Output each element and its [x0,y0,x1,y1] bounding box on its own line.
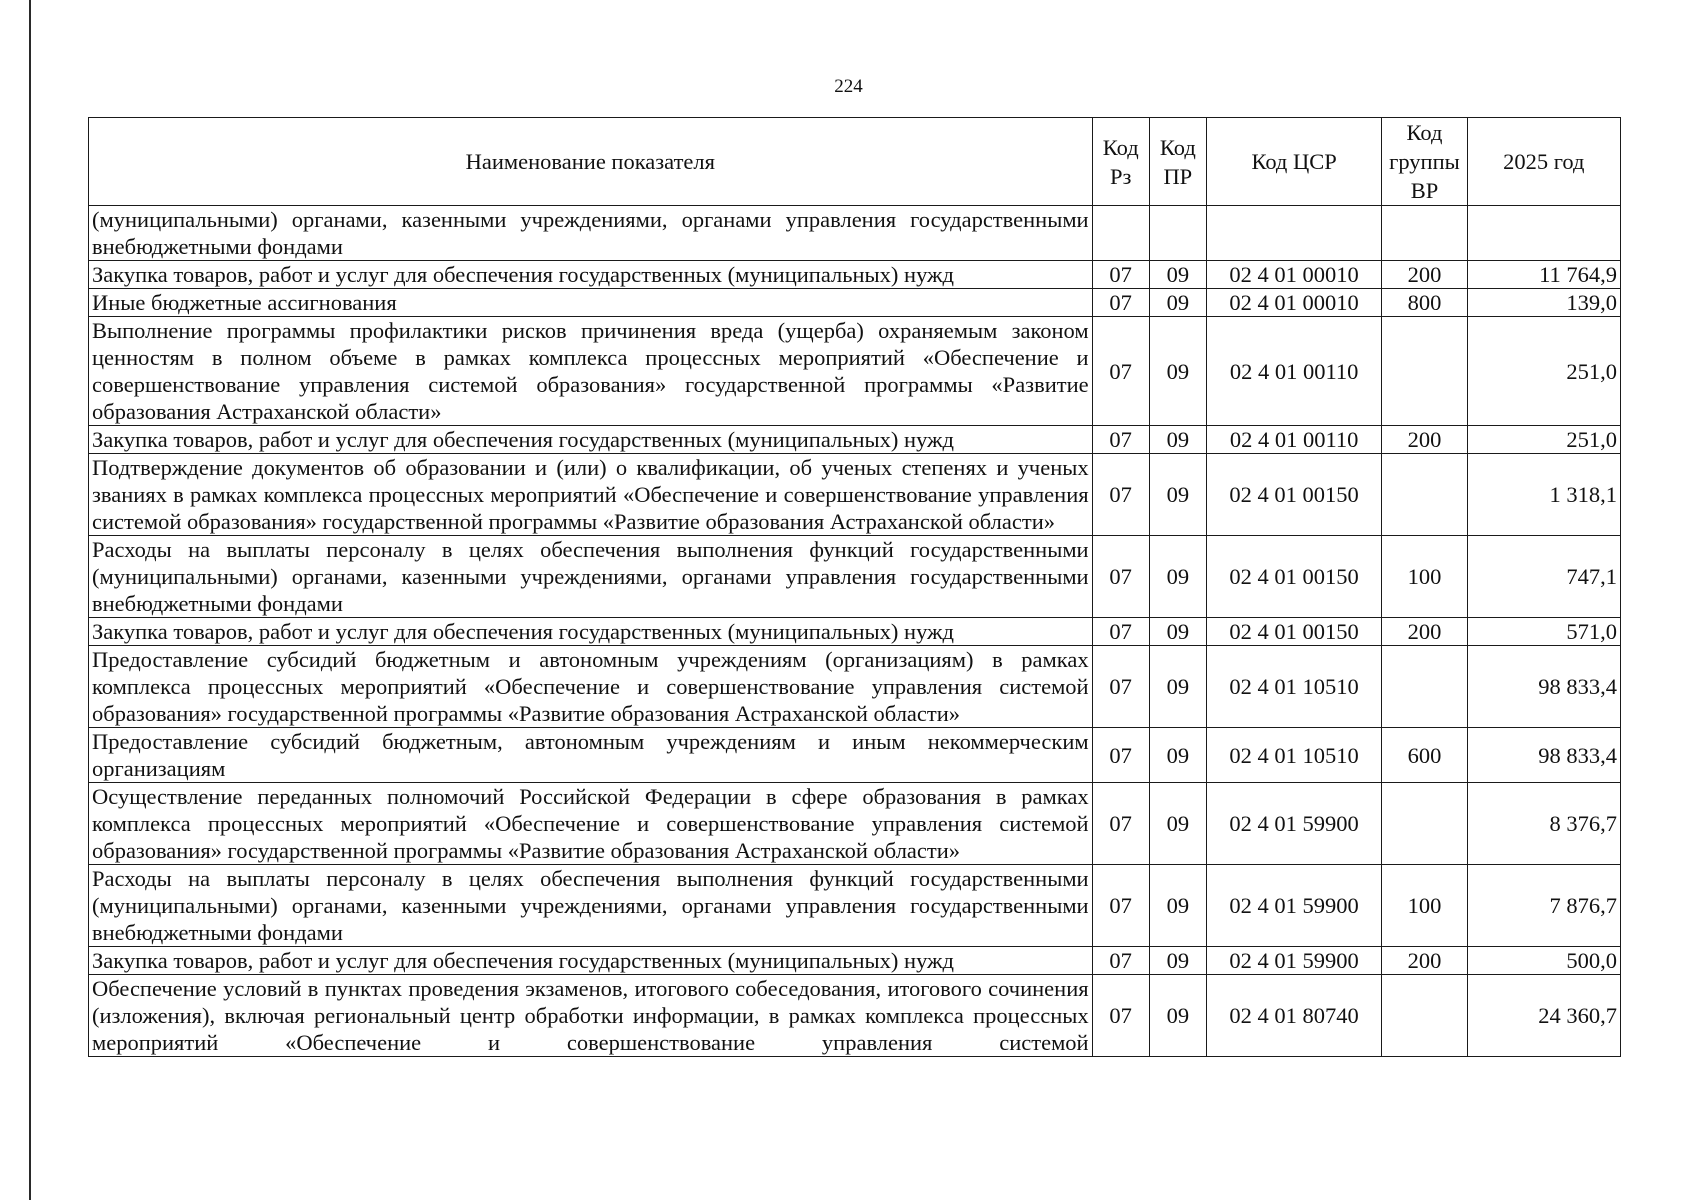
row-csr: 02 4 01 10510 [1206,728,1381,783]
row-pr: 09 [1149,947,1206,975]
table-header [89,118,1621,206]
row-vr: 200 [1382,261,1467,289]
row-vr [1382,317,1467,426]
row-name: Закупка товаров, работ и услуг для обеспечения государственных (муниципальных) нужд [89,426,1093,454]
row-vr: 200 [1382,947,1467,975]
table-row [89,618,1621,646]
row-pr: 09 [1149,865,1206,947]
row-csr: 02 4 01 59900 [1206,865,1381,947]
row-pr: 09 [1149,536,1206,618]
row-pr: 09 [1149,975,1206,1057]
header-pr: Код ПР [1149,118,1206,206]
row-csr: 02 4 01 00010 [1206,289,1381,317]
row-amount: 8 376,7 [1467,783,1620,865]
row-pr: 09 [1149,454,1206,536]
row-name: Расходы на выплаты персоналу в целях обеспечения выполнения функций государственными (муниципальными) органами, казенными учреждениями, органами управления государственными внебюджетными фондами [89,865,1093,947]
row-csr: 02 4 01 00110 [1206,317,1381,426]
row-amount: 7 876,7 [1467,865,1620,947]
row-rz: 07 [1092,317,1149,426]
row-rz: 07 [1092,783,1149,865]
table-row [89,947,1621,975]
row-pr: 09 [1149,618,1206,646]
row-pr: 09 [1149,728,1206,783]
table-row [89,261,1621,289]
row-rz: 07 [1092,865,1149,947]
page-number: 224 [834,76,863,97]
row-amount: 24 360,7 [1467,975,1620,1057]
table-row [89,728,1621,783]
row-vr: 200 [1382,426,1467,454]
row-name: Закупка товаров, работ и услуг для обеспечения государственных (муниципальных) нужд [89,618,1093,646]
row-amount [1467,206,1620,261]
header-row [89,118,1621,206]
row-name: Закупка товаров, работ и услуг для обеспечения государственных (муниципальных) нужд [89,947,1093,975]
row-name: Осуществление переданных полномочий Российской Федерации в сфере образования в рамках комплекса процессных мероприятий «Обеспечение и совершенствование управления системой образования» государственной программы «Развитие образования Астраханской области» [89,783,1093,865]
header-csr: Код ЦСР [1206,118,1381,206]
row-rz: 07 [1092,261,1149,289]
row-amount: 11 764,9 [1467,261,1620,289]
row-csr: 02 4 01 00010 [1206,261,1381,289]
row-vr [1382,975,1467,1057]
table-row [89,646,1621,728]
row-csr: 02 4 01 10510 [1206,646,1381,728]
row-csr [1206,206,1381,261]
header-rz: Код Рз [1092,118,1149,206]
row-csr: 02 4 01 00150 [1206,536,1381,618]
row-name: Расходы на выплаты персоналу в целях обеспечения выполнения функций государственными (муниципальными) органами, казенными учреждениями, органами управления государственными внебюджетными фондами [89,536,1093,618]
row-rz: 07 [1092,536,1149,618]
row-name: (муниципальными) органами, казенными учреждениями, органами управления государственными внебюджетными фондами [89,206,1093,261]
row-vr: 800 [1382,289,1467,317]
row-amount: 139,0 [1467,289,1620,317]
table-row [89,865,1621,947]
table-body [89,206,1621,1057]
row-amount: 98 833,4 [1467,646,1620,728]
row-amount: 251,0 [1467,426,1620,454]
table-row [89,426,1621,454]
row-name: Предоставление субсидий бюджетным, автономным учреждениям и иным некоммерческим организациям [89,728,1093,783]
row-name: Закупка товаров, работ и услуг для обеспечения государственных (муниципальных) нужд [89,261,1093,289]
row-rz: 07 [1092,947,1149,975]
header-vr: Код группы ВР [1382,118,1467,206]
row-rz: 07 [1092,454,1149,536]
row-rz: 07 [1092,618,1149,646]
row-name: Выполнение программы профилактики рисков причинения вреда (ущерба) охраняемым законом ценностям в полном объеме в рамках комплекса процессных мероприятий «Обеспечение и совершенствование управления системой образования» государственной программы «Развитие образования Астраханской области» [89,317,1093,426]
row-amount: 500,0 [1467,947,1620,975]
row-amount: 747,1 [1467,536,1620,618]
table-row [89,206,1621,261]
row-pr: 09 [1149,646,1206,728]
row-csr: 02 4 01 59900 [1206,783,1381,865]
row-csr: 02 4 01 00110 [1206,426,1381,454]
row-name: Иные бюджетные ассигнования [89,289,1093,317]
row-name: Обеспечение условий в пунктах проведения экзаменов, итогового собеседования, итогового сочинения (изложения), включая региональный центр обработки информации, в рамках комплекса процессных мероприятий «Обеспечение и совершенствование управления системой [89,975,1093,1057]
row-pr: 09 [1149,426,1206,454]
row-vr [1382,783,1467,865]
row-vr [1382,454,1467,536]
row-pr: 09 [1149,289,1206,317]
row-vr: 200 [1382,618,1467,646]
row-pr [1149,206,1206,261]
row-rz: 07 [1092,426,1149,454]
row-pr: 09 [1149,783,1206,865]
row-amount: 1 318,1 [1467,454,1620,536]
row-vr: 100 [1382,865,1467,947]
table-row [89,536,1621,618]
row-vr: 600 [1382,728,1467,783]
header-name: Наименование показателя [89,118,1093,206]
binding-margin-line [29,0,31,1200]
row-rz [1092,206,1149,261]
row-pr: 09 [1149,261,1206,289]
row-vr: 100 [1382,536,1467,618]
row-rz: 07 [1092,289,1149,317]
row-rz: 07 [1092,728,1149,783]
row-csr: 02 4 01 59900 [1206,947,1381,975]
row-name: Предоставление субсидий бюджетным и автономным учреждениям (организациям) в рамках комплекса процессных мероприятий «Обеспечение и совершенствование управления системой образования» государственной программы «Развитие образования Астраханской области» [89,646,1093,728]
row-rz: 07 [1092,975,1149,1057]
table-row [89,317,1621,426]
row-csr: 02 4 01 00150 [1206,454,1381,536]
row-name: Подтверждение документов об образовании и (или) о квалификации, об ученых степенях и ученых званиях в рамках комплекса процессных мероприятий «Обеспечение и совершенствование управления системой образования» государственной программы «Развитие образования Астраханской области» [89,454,1093,536]
row-vr [1382,646,1467,728]
budget-table [88,117,1621,1057]
row-vr [1382,206,1467,261]
table-row [89,783,1621,865]
table-row [89,289,1621,317]
row-pr: 09 [1149,317,1206,426]
row-amount: 571,0 [1467,618,1620,646]
table-row [89,454,1621,536]
row-csr: 02 4 01 00150 [1206,618,1381,646]
row-csr: 02 4 01 80740 [1206,975,1381,1057]
row-amount: 98 833,4 [1467,728,1620,783]
header-year: 2025 год [1467,118,1620,206]
row-rz: 07 [1092,646,1149,728]
row-amount: 251,0 [1467,317,1620,426]
table-row [89,975,1621,1057]
